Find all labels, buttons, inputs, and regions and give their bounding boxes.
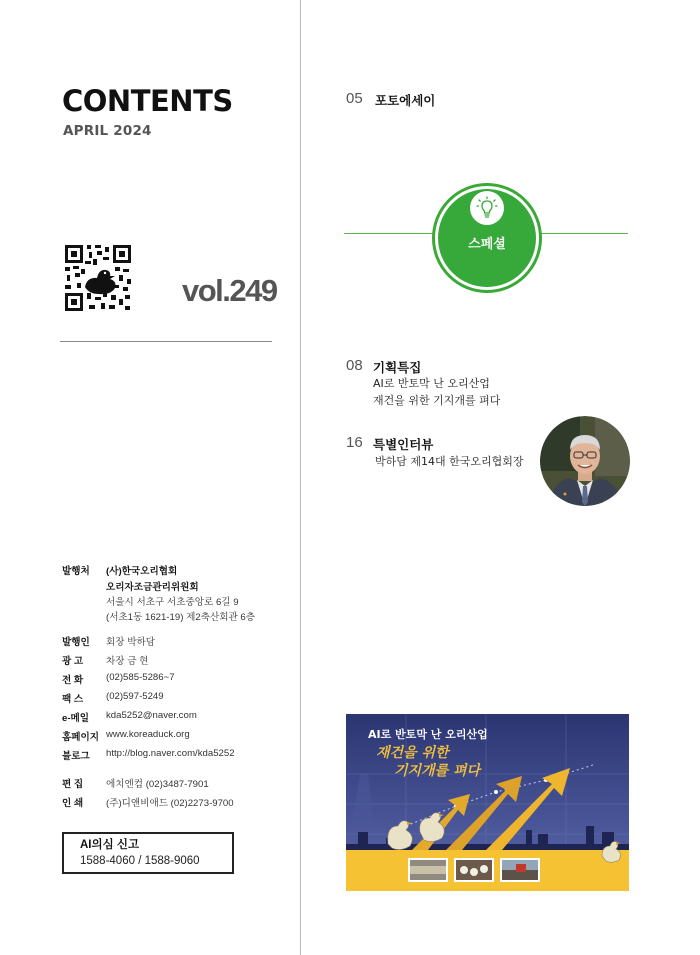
issuer-value: 회장 박하담 <box>106 637 156 648</box>
interview-line1: 박하담 제14대 한국오리협회장 <box>375 455 524 468</box>
interviewee-portrait <box>540 416 630 506</box>
homepage-link[interactable]: www.koreaduck.org <box>106 729 190 740</box>
feature-line2: 재건을 위한 기지개를 펴다 <box>373 394 501 407</box>
issue-date: APRIL 2024 <box>63 123 152 139</box>
toc-item-photo-essay[interactable]: 포토에세이 <box>375 93 436 108</box>
homepage-label: 홈페이지 <box>62 732 100 743</box>
fax-value: (02)597-5249 <box>106 691 164 702</box>
blog-link[interactable]: http://blog.naver.com/kda5252 <box>106 748 235 759</box>
feature-line1: AI로 반토막 난 오리산업 <box>373 377 490 390</box>
publisher-org1: (사)한국오리협회 <box>106 566 178 577</box>
ai-report-title: AI의심 신고 <box>80 839 140 851</box>
email-label: e-메일 <box>62 713 90 724</box>
toc-item-interview[interactable]: 특별인터뷰 <box>373 437 434 452</box>
ai-report-box <box>62 832 234 874</box>
tel-label: 전 화 <box>62 675 84 686</box>
ad-label: 광 고 <box>62 656 84 667</box>
toc-page-feature: 08 <box>346 357 363 374</box>
email-value[interactable]: kda5252@naver.com <box>106 710 197 721</box>
print-value: (주)디앤비애드 (02)2273-9700 <box>106 798 234 809</box>
toc-page-photo-essay: 05 <box>346 90 363 107</box>
center-divider <box>300 0 301 955</box>
publisher-label: 발행처 <box>62 566 90 577</box>
address-line1: 서울시 서초구 서초중앙로 6길 9 <box>106 597 239 608</box>
edit-value: 에치엔컴 (02)3487-7901 <box>106 779 209 790</box>
qr-code[interactable] <box>63 243 133 313</box>
cover-subtitle-line1: 재건을 위한 <box>376 745 449 761</box>
volume-number: vol.249 <box>182 273 277 308</box>
cover-subtitle-line2: 기지개를 펴다 <box>394 763 481 779</box>
special-badge-label: 스페셜 <box>468 237 506 252</box>
ad-value: 차장 금 현 <box>106 656 149 667</box>
cover-title: AI로 반토막 난 오리산업 <box>368 728 488 741</box>
fax-label: 팩 스 <box>62 694 84 705</box>
toc-item-feature[interactable]: 기획특집 <box>373 360 422 375</box>
print-label: 인 쇄 <box>62 798 84 809</box>
page-title: CONTENTS <box>62 84 233 118</box>
cover-thumbnail[interactable] <box>346 714 629 891</box>
edit-label: 편 집 <box>62 779 84 790</box>
lightbulb-icon <box>476 196 498 220</box>
ai-report-phones: 1588-4060 / 1588-9060 <box>80 855 200 867</box>
toc-page-interview: 16 <box>346 434 363 451</box>
address-line2: (서초1동 1621-19) 제2축산회관 6층 <box>106 612 256 623</box>
issuer-label: 발행인 <box>62 637 90 648</box>
publisher-org2: 오리자조금관리위원회 <box>106 582 199 593</box>
left-divider <box>60 341 272 342</box>
blog-label: 블로그 <box>62 751 90 762</box>
tel-value: (02)585-5286~7 <box>106 672 175 683</box>
